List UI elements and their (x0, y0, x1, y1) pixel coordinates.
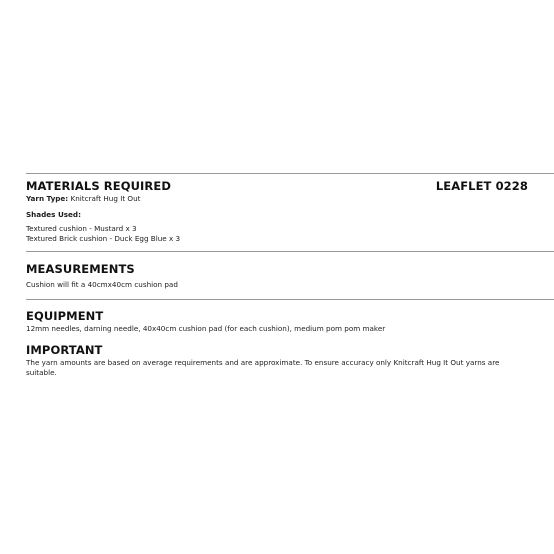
yarn-type-label: Yarn Type: (26, 194, 69, 203)
shades-label: Shades Used: (26, 210, 81, 219)
leaflet-code: LEAFLET 0228 (435, 179, 528, 193)
shade-item: Textured Brick cushion - Duck Egg Blue x 3 (26, 234, 181, 243)
materials-heading: MATERIALS REQUIRED (26, 179, 171, 193)
measurements-text: Cushion will fit a 40cmx40cm cushion pad (26, 280, 178, 289)
divider (26, 251, 554, 252)
important-heading: IMPORTANT (26, 343, 103, 357)
yarn-type-value: Knitcraft Hug It Out (70, 194, 141, 203)
shade-item: Textured cushion - Mustard x 3 (26, 224, 137, 233)
yarn-type-line (26, 194, 140, 204)
equipment-heading: EQUIPMENT (26, 309, 104, 323)
measurements-heading: MEASUREMENTS (26, 262, 135, 276)
top-divider (26, 173, 554, 174)
equipment-text: 12mm needles, darning needle, 40x40cm cushion pad (for each cushion), medium pom pom maker (26, 324, 386, 333)
divider (26, 299, 554, 300)
important-text: The yarn amounts are based on average requirements and are approximate. To ensure accuracy only Knitcraft Hug It Out yarns are suitable. (26, 358, 500, 377)
